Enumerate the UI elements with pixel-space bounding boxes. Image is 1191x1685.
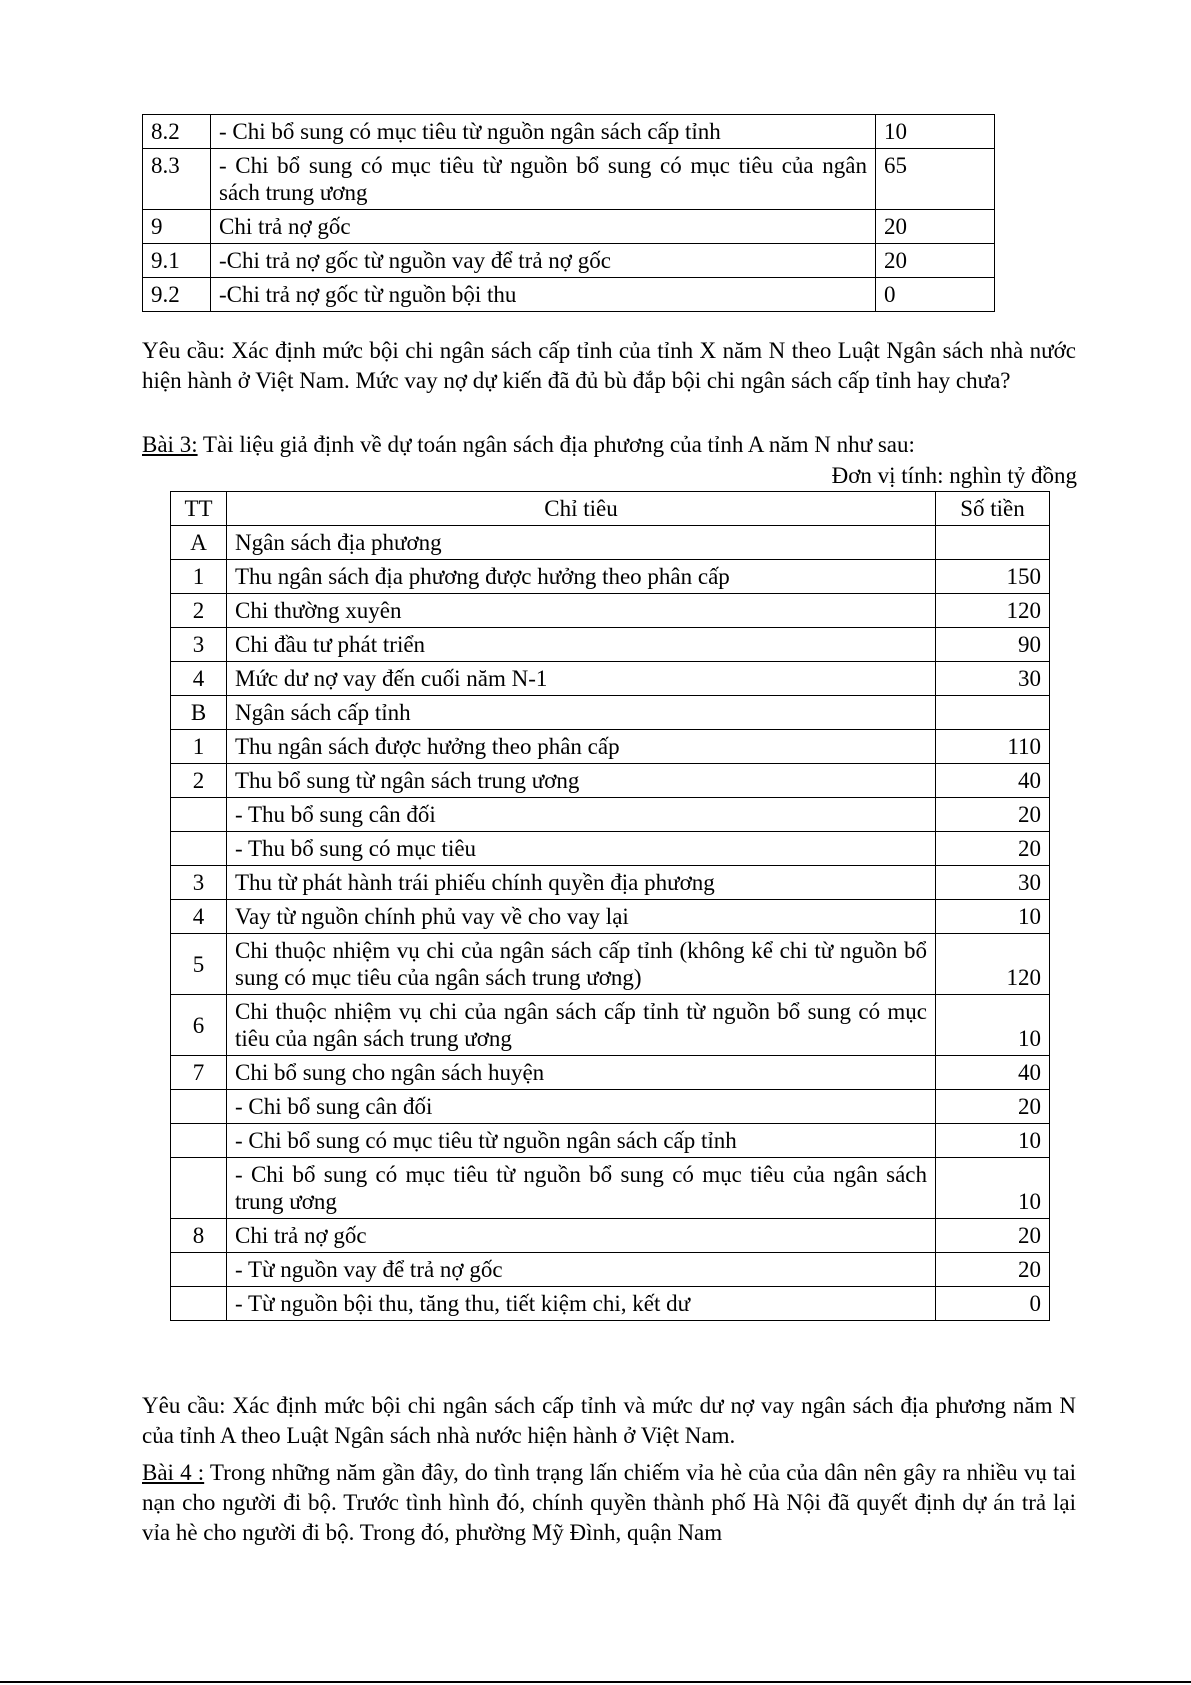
table-row — [171, 594, 1050, 628]
row-content: Ngân sách địa phương — [227, 526, 936, 560]
unit-label: Đơn vị tính: nghìn tỷ đồng — [831, 463, 1077, 488]
row-amount: 20 — [936, 798, 1050, 832]
row-amount: 10 — [876, 115, 995, 149]
table-row — [143, 115, 995, 149]
table-header-row — [171, 492, 1050, 526]
row-tt: 8.3 — [143, 149, 211, 210]
row-amount: 20 — [876, 244, 995, 278]
table-row — [171, 832, 1050, 866]
row-tt: 4 — [171, 662, 227, 696]
exercise-4-intro — [142, 1458, 1076, 1548]
row-content: Ngân sách cấp tỉnh — [227, 696, 936, 730]
requirement-2: Yêu cầu: Xác định mức bội chi ngân sách cấp tỉnh và mức dư nợ vay ngân sách địa phương năm N của tỉnh A theo Luật Ngân sách nhà nước hiện hành ở Việt Nam. — [142, 1393, 1076, 1448]
row-amount: 30 — [936, 866, 1050, 900]
row-tt: 9.2 — [143, 278, 211, 312]
row-content: -Chi trả nợ gốc từ nguồn bội thu — [211, 278, 876, 312]
row-amount: 150 — [936, 560, 1050, 594]
row-tt: 5 — [171, 934, 227, 995]
row-tt — [171, 1253, 227, 1287]
table-row — [171, 934, 1050, 995]
row-amount: 65 — [876, 149, 995, 210]
row-amount: 10 — [936, 995, 1050, 1056]
row-content: - Chi bổ sung có mục tiêu từ nguồn ngân sách cấp tỉnh — [227, 1124, 936, 1158]
budget-table-continued — [142, 114, 995, 312]
row-content: Chi thuộc nhiệm vụ chi của ngân sách cấp tỉnh từ nguồn bổ sung có mục tiêu của ngân sách trung ương — [227, 995, 936, 1056]
row-amount — [936, 526, 1050, 560]
row-tt: 1 — [171, 560, 227, 594]
row-tt: 9.1 — [143, 244, 211, 278]
row-amount — [936, 696, 1050, 730]
table-row — [171, 1158, 1050, 1219]
row-content: -Chi trả nợ gốc từ nguồn vay để trả nợ gốc — [211, 244, 876, 278]
row-content: Chi bổ sung cho ngân sách huyện — [227, 1056, 936, 1090]
row-content: Thu bổ sung từ ngân sách trung ương — [227, 764, 936, 798]
table-row — [171, 1056, 1050, 1090]
header-tt: TT — [171, 492, 227, 526]
table-row — [171, 1253, 1050, 1287]
row-tt — [171, 1287, 227, 1321]
row-content: Chi thuộc nhiệm vụ chi của ngân sách cấp tỉnh (không kể chi từ nguồn bổ sung có mục tiêu của ngân sách trung ương) — [227, 934, 936, 995]
row-content: - Từ nguồn vay để trả nợ gốc — [227, 1253, 936, 1287]
row-content: Thu ngân sách được hưởng theo phân cấp — [227, 730, 936, 764]
row-content: Mức dư nợ vay đến cuối năm N-1 — [227, 662, 936, 696]
row-content: - Từ nguồn bội thu, tăng thu, tiết kiệm chi, kết dư — [227, 1287, 936, 1321]
exercise-4-text: Trong những năm gần đây, do tình trạng lấn chiếm vỉa hè của của dân nên gây ra nhiều vụ tai nạn cho người đi bộ. Trước tình hình đó, chính quyền thành phố Hà Nội đã quyết định dự án trả lại vỉa hè cho người đi bộ. Trong đó, phường Mỹ Đình, quận Nam — [142, 1460, 1076, 1545]
row-tt: 8.2 — [143, 115, 211, 149]
row-amount: 20 — [936, 1219, 1050, 1253]
table-row — [171, 662, 1050, 696]
requirement-1: Yêu cầu: Xác định mức bội chi ngân sách cấp tỉnh của tỉnh X năm N theo Luật Ngân sách nhà nước hiện hành ở Việt Nam. Mức vay nợ dự kiến đã đủ bù đắp bội chi ngân sách cấp tỉnh hay chưa? — [142, 338, 1076, 393]
row-tt — [171, 1158, 227, 1219]
row-content: - Thu bổ sung cân đối — [227, 798, 936, 832]
row-tt — [171, 832, 227, 866]
table-row — [171, 995, 1050, 1056]
page-bottom-rule — [0, 1681, 1191, 1683]
row-tt: 4 — [171, 900, 227, 934]
table-row — [143, 278, 995, 312]
row-tt: 6 — [171, 995, 227, 1056]
row-content: Chi thường xuyên — [227, 594, 936, 628]
row-tt: A — [171, 526, 227, 560]
header-item: Chỉ tiêu — [227, 492, 936, 526]
row-tt: 9 — [143, 210, 211, 244]
row-amount: 120 — [936, 594, 1050, 628]
row-tt — [171, 798, 227, 832]
row-amount: 120 — [936, 934, 1050, 995]
row-content: Chi đầu tư phát triển — [227, 628, 936, 662]
row-amount: 0 — [936, 1287, 1050, 1321]
row-amount: 30 — [936, 662, 1050, 696]
exercise-3-text: Tài liệu giả định về dự toán ngân sách địa phương của tỉnh A năm N như sau: — [197, 432, 915, 457]
row-content: - Chi bổ sung cân đối — [227, 1090, 936, 1124]
table-row — [171, 526, 1050, 560]
table-row — [171, 866, 1050, 900]
row-tt: 3 — [171, 866, 227, 900]
table-row — [171, 696, 1050, 730]
table-row — [171, 900, 1050, 934]
exercise-3-label: Bài 3: — [142, 432, 198, 457]
row-amount: 20 — [876, 210, 995, 244]
row-tt — [171, 1090, 227, 1124]
row-content: Chi trả nợ gốc — [211, 210, 876, 244]
row-amount: 10 — [936, 1158, 1050, 1219]
row-tt: B — [171, 696, 227, 730]
table-row — [143, 244, 995, 278]
row-amount: 10 — [936, 900, 1050, 934]
row-tt: 1 — [171, 730, 227, 764]
row-content: Vay từ nguồn chính phủ vay về cho vay lại — [227, 900, 936, 934]
table-row — [171, 1287, 1050, 1321]
table-row — [171, 628, 1050, 662]
row-tt: 7 — [171, 1056, 227, 1090]
table-row — [143, 149, 995, 210]
row-amount: 20 — [936, 1253, 1050, 1287]
row-content: - Thu bổ sung có mục tiêu — [227, 832, 936, 866]
exercise-3-intro — [142, 430, 1076, 460]
table-row — [171, 1219, 1050, 1253]
row-content: Chi trả nợ gốc — [227, 1219, 936, 1253]
table-row — [171, 764, 1050, 798]
exercise-4-label: Bài 4 : — [142, 1460, 205, 1485]
header-amount: Số tiền — [936, 492, 1050, 526]
row-tt — [171, 1124, 227, 1158]
row-content: - Chi bổ sung có mục tiêu từ nguồn bổ sung có mục tiêu của ngân sách trung ương — [211, 149, 876, 210]
row-amount: 90 — [936, 628, 1050, 662]
table-row — [143, 210, 995, 244]
row-content: Thu từ phát hành trái phiếu chính quyền địa phương — [227, 866, 936, 900]
table-row — [171, 1124, 1050, 1158]
row-content: - Chi bổ sung có mục tiêu từ nguồn ngân sách cấp tỉnh — [211, 115, 876, 149]
row-amount: 20 — [936, 832, 1050, 866]
row-amount: 40 — [936, 1056, 1050, 1090]
table-row — [171, 730, 1050, 764]
table-row — [171, 560, 1050, 594]
row-amount: 10 — [936, 1124, 1050, 1158]
row-amount: 0 — [876, 278, 995, 312]
row-amount: 20 — [936, 1090, 1050, 1124]
row-tt: 8 — [171, 1219, 227, 1253]
table-row — [171, 798, 1050, 832]
table-row — [171, 1090, 1050, 1124]
row-tt: 2 — [171, 764, 227, 798]
row-content: Thu ngân sách địa phương được hưởng theo phân cấp — [227, 560, 936, 594]
row-content: - Chi bổ sung có mục tiêu từ nguồn bổ sung có mục tiêu của ngân sách trung ương — [227, 1158, 936, 1219]
row-amount: 110 — [936, 730, 1050, 764]
local-budget-table — [170, 491, 1050, 1321]
row-amount: 40 — [936, 764, 1050, 798]
row-tt: 3 — [171, 628, 227, 662]
row-tt: 2 — [171, 594, 227, 628]
